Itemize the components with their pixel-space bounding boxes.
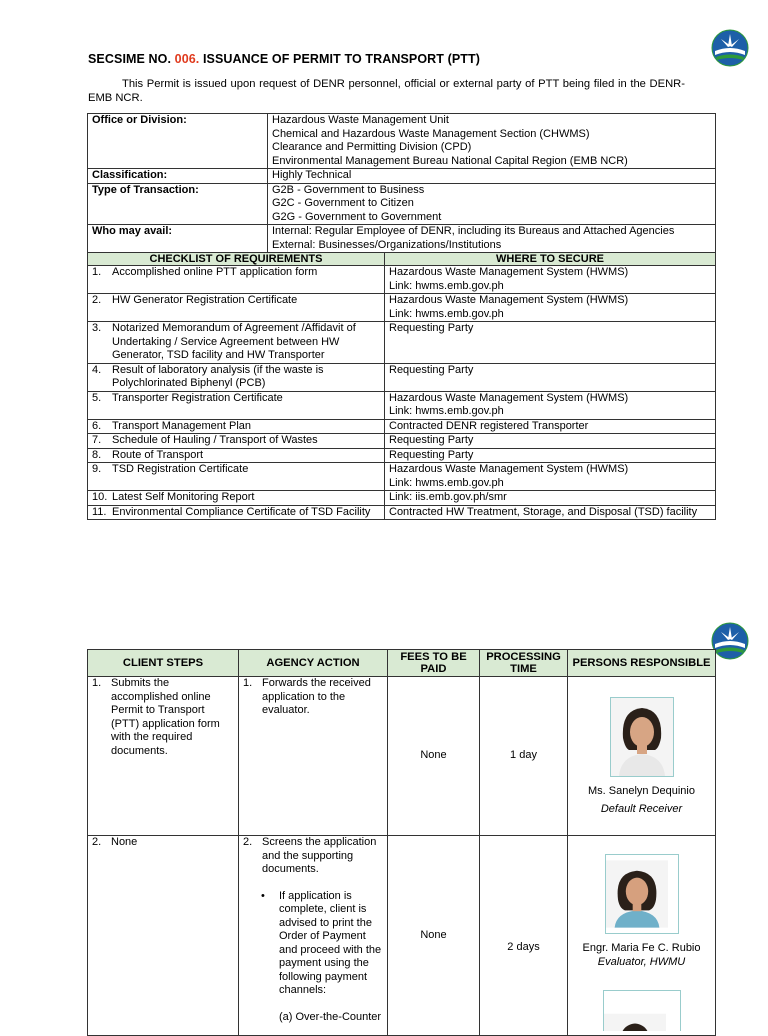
source-line: Hazardous Waste Management System (HWMS) bbox=[389, 391, 629, 404]
requirement-line bbox=[92, 420, 380, 434]
requirement-row bbox=[88, 266, 716, 294]
header-persons-responsible: PERSONS RESPONSIBLE bbox=[568, 650, 716, 677]
requirement-item bbox=[88, 505, 385, 520]
requirement-number: 4. bbox=[92, 363, 102, 376]
requirement-row bbox=[88, 434, 716, 449]
agency-action-text: Screens the application and the supporting documents. bbox=[262, 836, 377, 875]
person-name: Engr. Maria Fe C. Rubio bbox=[582, 942, 701, 954]
requirement-text: Transport Management Plan bbox=[112, 419, 251, 432]
source-line: Hazardous Waste Management System (HWMS) bbox=[389, 266, 629, 278]
agency-action-number: 2. bbox=[243, 836, 253, 848]
source-line: Hazardous Waste Management System (HWMS) bbox=[389, 294, 629, 306]
person-cell bbox=[568, 677, 716, 836]
requirement-item bbox=[88, 322, 385, 364]
office-line: Chemical and Hazardous Waste Management Section (CHWMS) bbox=[272, 127, 590, 140]
requirement-number: 9. bbox=[92, 463, 102, 475]
requirement-number: 7. bbox=[92, 434, 102, 446]
agency-action-number: 1. bbox=[243, 677, 253, 689]
requirement-line bbox=[92, 322, 380, 363]
client-step bbox=[88, 836, 239, 1036]
transaction-row bbox=[88, 183, 716, 225]
requirement-line bbox=[92, 266, 380, 280]
requirement-source bbox=[385, 491, 716, 506]
bullet-icon: • bbox=[261, 889, 265, 902]
intro-paragraph: This Permit is issued upon request of DENR personnel, official or external party of PTT being filed in the DENR-EMB NCR. bbox=[88, 78, 685, 104]
steps-header-row bbox=[88, 650, 716, 677]
client-step-number: 2. bbox=[92, 836, 102, 848]
payment-channel: (a) Over-the-Counter bbox=[279, 1010, 382, 1023]
classification-label: Classification: bbox=[88, 169, 268, 184]
source-line: Requesting Party bbox=[389, 434, 474, 446]
source-line: Requesting Party bbox=[389, 322, 474, 334]
requirement-line bbox=[92, 506, 380, 520]
title-number: 006. bbox=[174, 52, 200, 66]
source-line: Contracted DENR registered Transporter bbox=[389, 419, 589, 432]
transaction-value bbox=[268, 183, 716, 225]
requirement-row bbox=[88, 505, 716, 520]
transaction-line: G2G - Government to Government bbox=[272, 210, 442, 223]
person-photo bbox=[610, 697, 674, 777]
requirement-source bbox=[385, 434, 716, 449]
requirement-row bbox=[88, 294, 716, 322]
checklist-header: CHECKLIST OF REQUIREMENTS bbox=[88, 253, 385, 266]
requirement-text: Accomplished online PTT application form bbox=[112, 266, 318, 278]
requirement-item bbox=[88, 391, 385, 419]
info-table bbox=[87, 113, 716, 520]
client-step-text: Submits the accomplished online Permit to Transport (PTT) application form with the required documents. bbox=[111, 677, 220, 757]
requirement-number: 8. bbox=[92, 448, 102, 461]
person-role: Default Receiver bbox=[600, 802, 683, 815]
requirement-text: Latest Self Monitoring Report bbox=[112, 491, 255, 503]
source-line: Requesting Party bbox=[389, 448, 474, 461]
title-suffix: ISSUANCE OF PERMIT TO TRANSPORT (PTT) bbox=[199, 52, 481, 66]
requirement-row bbox=[88, 419, 716, 434]
checklist-header-row bbox=[88, 253, 716, 266]
avail-line: Internal: Regular Employee of DENR, including its Bureaus and Attached Agencies bbox=[272, 225, 675, 237]
requirement-line bbox=[92, 294, 380, 308]
requirement-line bbox=[92, 364, 380, 391]
source-line: Requesting Party bbox=[389, 363, 474, 376]
transaction-line: G2C - Government to Citizen bbox=[272, 197, 414, 209]
requirement-item bbox=[88, 266, 385, 294]
bullet-text: If application is complete, client is advised to print the Order of Payment and proceed with the payment using the following payment channels: bbox=[279, 889, 382, 996]
avail-label: Who may avail: bbox=[88, 225, 268, 253]
requirement-number: 10. bbox=[92, 491, 108, 503]
requirement-line bbox=[92, 463, 380, 477]
requirement-source bbox=[385, 419, 716, 434]
requirement-source bbox=[385, 391, 716, 419]
requirement-source bbox=[385, 463, 716, 491]
office-line: Hazardous Waste Management Unit bbox=[272, 114, 449, 126]
avail-value bbox=[268, 225, 716, 253]
requirement-source bbox=[385, 505, 716, 520]
requirement-text: TSD Registration Certificate bbox=[112, 463, 249, 475]
requirement-source bbox=[385, 266, 716, 294]
requirement-item bbox=[88, 463, 385, 491]
requirement-row bbox=[88, 491, 716, 506]
requirement-text: Transporter Registration Certificate bbox=[112, 391, 283, 404]
source-line: Contracted HW Treatment, Storage, and Disposal (TSD) facility bbox=[389, 505, 698, 518]
client-step bbox=[88, 677, 239, 836]
agency-action-text: Forwards the received application to the evaluator. bbox=[262, 677, 371, 716]
requirement-number: 2. bbox=[92, 294, 102, 306]
transaction-line: G2B - Government to Business bbox=[272, 183, 425, 196]
requirement-item bbox=[88, 448, 385, 463]
requirement-number: 5. bbox=[92, 391, 102, 404]
source-line: Link: hwms.emb.gov.ph bbox=[389, 307, 504, 320]
requirement-item bbox=[88, 434, 385, 449]
time-cell: 1 day bbox=[480, 677, 568, 836]
page-title bbox=[88, 52, 480, 66]
requirement-number: 1. bbox=[92, 266, 102, 278]
classification-value: Highly Technical bbox=[268, 169, 716, 184]
requirement-source bbox=[385, 294, 716, 322]
requirement-item bbox=[88, 419, 385, 434]
requirement-row bbox=[88, 448, 716, 463]
denr-logo-icon bbox=[711, 622, 749, 660]
time-cell: 2 days bbox=[480, 836, 568, 1036]
person-photo bbox=[605, 854, 679, 934]
source-line: Hazardous Waste Management System (HWMS) bbox=[389, 463, 629, 475]
fee-cell: None bbox=[388, 836, 480, 1036]
person-cell bbox=[568, 836, 716, 1036]
source-line: Link: hwms.emb.gov.ph bbox=[389, 405, 504, 417]
requirement-number: 11. bbox=[92, 505, 107, 518]
avail-row bbox=[88, 225, 716, 253]
requirement-line bbox=[92, 449, 380, 463]
requirement-row bbox=[88, 463, 716, 491]
person-name: Ms. Sanelyn Dequinio bbox=[587, 785, 695, 797]
classification-row bbox=[88, 169, 716, 184]
where-header: WHERE TO SECURE bbox=[385, 253, 716, 266]
header-fees: FEES TO BE PAID bbox=[388, 650, 480, 677]
person-role: Evaluator, HWMU bbox=[597, 955, 686, 968]
client-step-text: None bbox=[111, 836, 138, 848]
fee-cell: None bbox=[388, 677, 480, 836]
requirement-text: Result of laboratory analysis (if the waste is Polychlorinated Biphenyl (PCB) bbox=[112, 363, 324, 389]
source-line: Link: hwms.emb.gov.ph bbox=[389, 476, 504, 489]
step-row bbox=[88, 836, 716, 1036]
step-row bbox=[88, 677, 716, 836]
source-line: Link: hwms.emb.gov.ph bbox=[389, 279, 504, 292]
requirement-text: Route of Transport bbox=[112, 448, 204, 461]
transaction-label: Type of Transaction: bbox=[88, 183, 268, 225]
process-steps-table bbox=[87, 649, 716, 1036]
denr-logo-icon bbox=[711, 29, 749, 67]
requirement-line bbox=[92, 491, 380, 505]
requirement-item bbox=[88, 294, 385, 322]
requirement-source bbox=[385, 363, 716, 391]
source-line: Link: iis.emb.gov.ph/smr bbox=[389, 491, 507, 503]
requirement-line bbox=[92, 392, 380, 406]
avail-line: External: Businesses/Organizations/Institutions bbox=[272, 238, 502, 251]
person-photo bbox=[603, 990, 681, 1031]
agency-action bbox=[239, 677, 388, 836]
requirement-text: Schedule of Hauling / Transport of Wastes bbox=[112, 434, 318, 446]
requirement-row bbox=[88, 322, 716, 364]
requirement-text: Environmental Compliance Certificate of TSD Facility bbox=[112, 505, 371, 518]
header-client-steps: CLIENT STEPS bbox=[88, 650, 239, 677]
requirement-row bbox=[88, 391, 716, 419]
requirement-text: Notarized Memorandum of Agreement /Affidavit of Undertaking / Service Agreement between HW Generator, TSD facility and HW Transporter bbox=[112, 322, 356, 361]
requirement-source bbox=[385, 322, 716, 364]
title-prefix: SECSIME NO. bbox=[88, 52, 175, 66]
office-value bbox=[268, 114, 716, 169]
requirement-item bbox=[88, 491, 385, 506]
requirement-source bbox=[385, 448, 716, 463]
office-line: Clearance and Permitting Division (CPD) bbox=[272, 141, 472, 153]
header-agency-action: AGENCY ACTION bbox=[239, 650, 388, 677]
requirement-item bbox=[88, 363, 385, 391]
office-label: Office or Division: bbox=[88, 114, 268, 169]
client-step-number: 1. bbox=[92, 677, 102, 689]
requirement-number: 6. bbox=[92, 419, 102, 432]
requirement-line bbox=[92, 434, 380, 448]
requirement-text: HW Generator Registration Certificate bbox=[112, 294, 298, 306]
requirement-row bbox=[88, 363, 716, 391]
requirement-number: 3. bbox=[92, 322, 102, 334]
agency-action bbox=[239, 836, 388, 1036]
header-processing-time: PROCESSING TIME bbox=[480, 650, 568, 677]
office-line: Environmental Management Bureau National Capital Region (EMB NCR) bbox=[272, 154, 628, 167]
office-row bbox=[88, 114, 716, 169]
